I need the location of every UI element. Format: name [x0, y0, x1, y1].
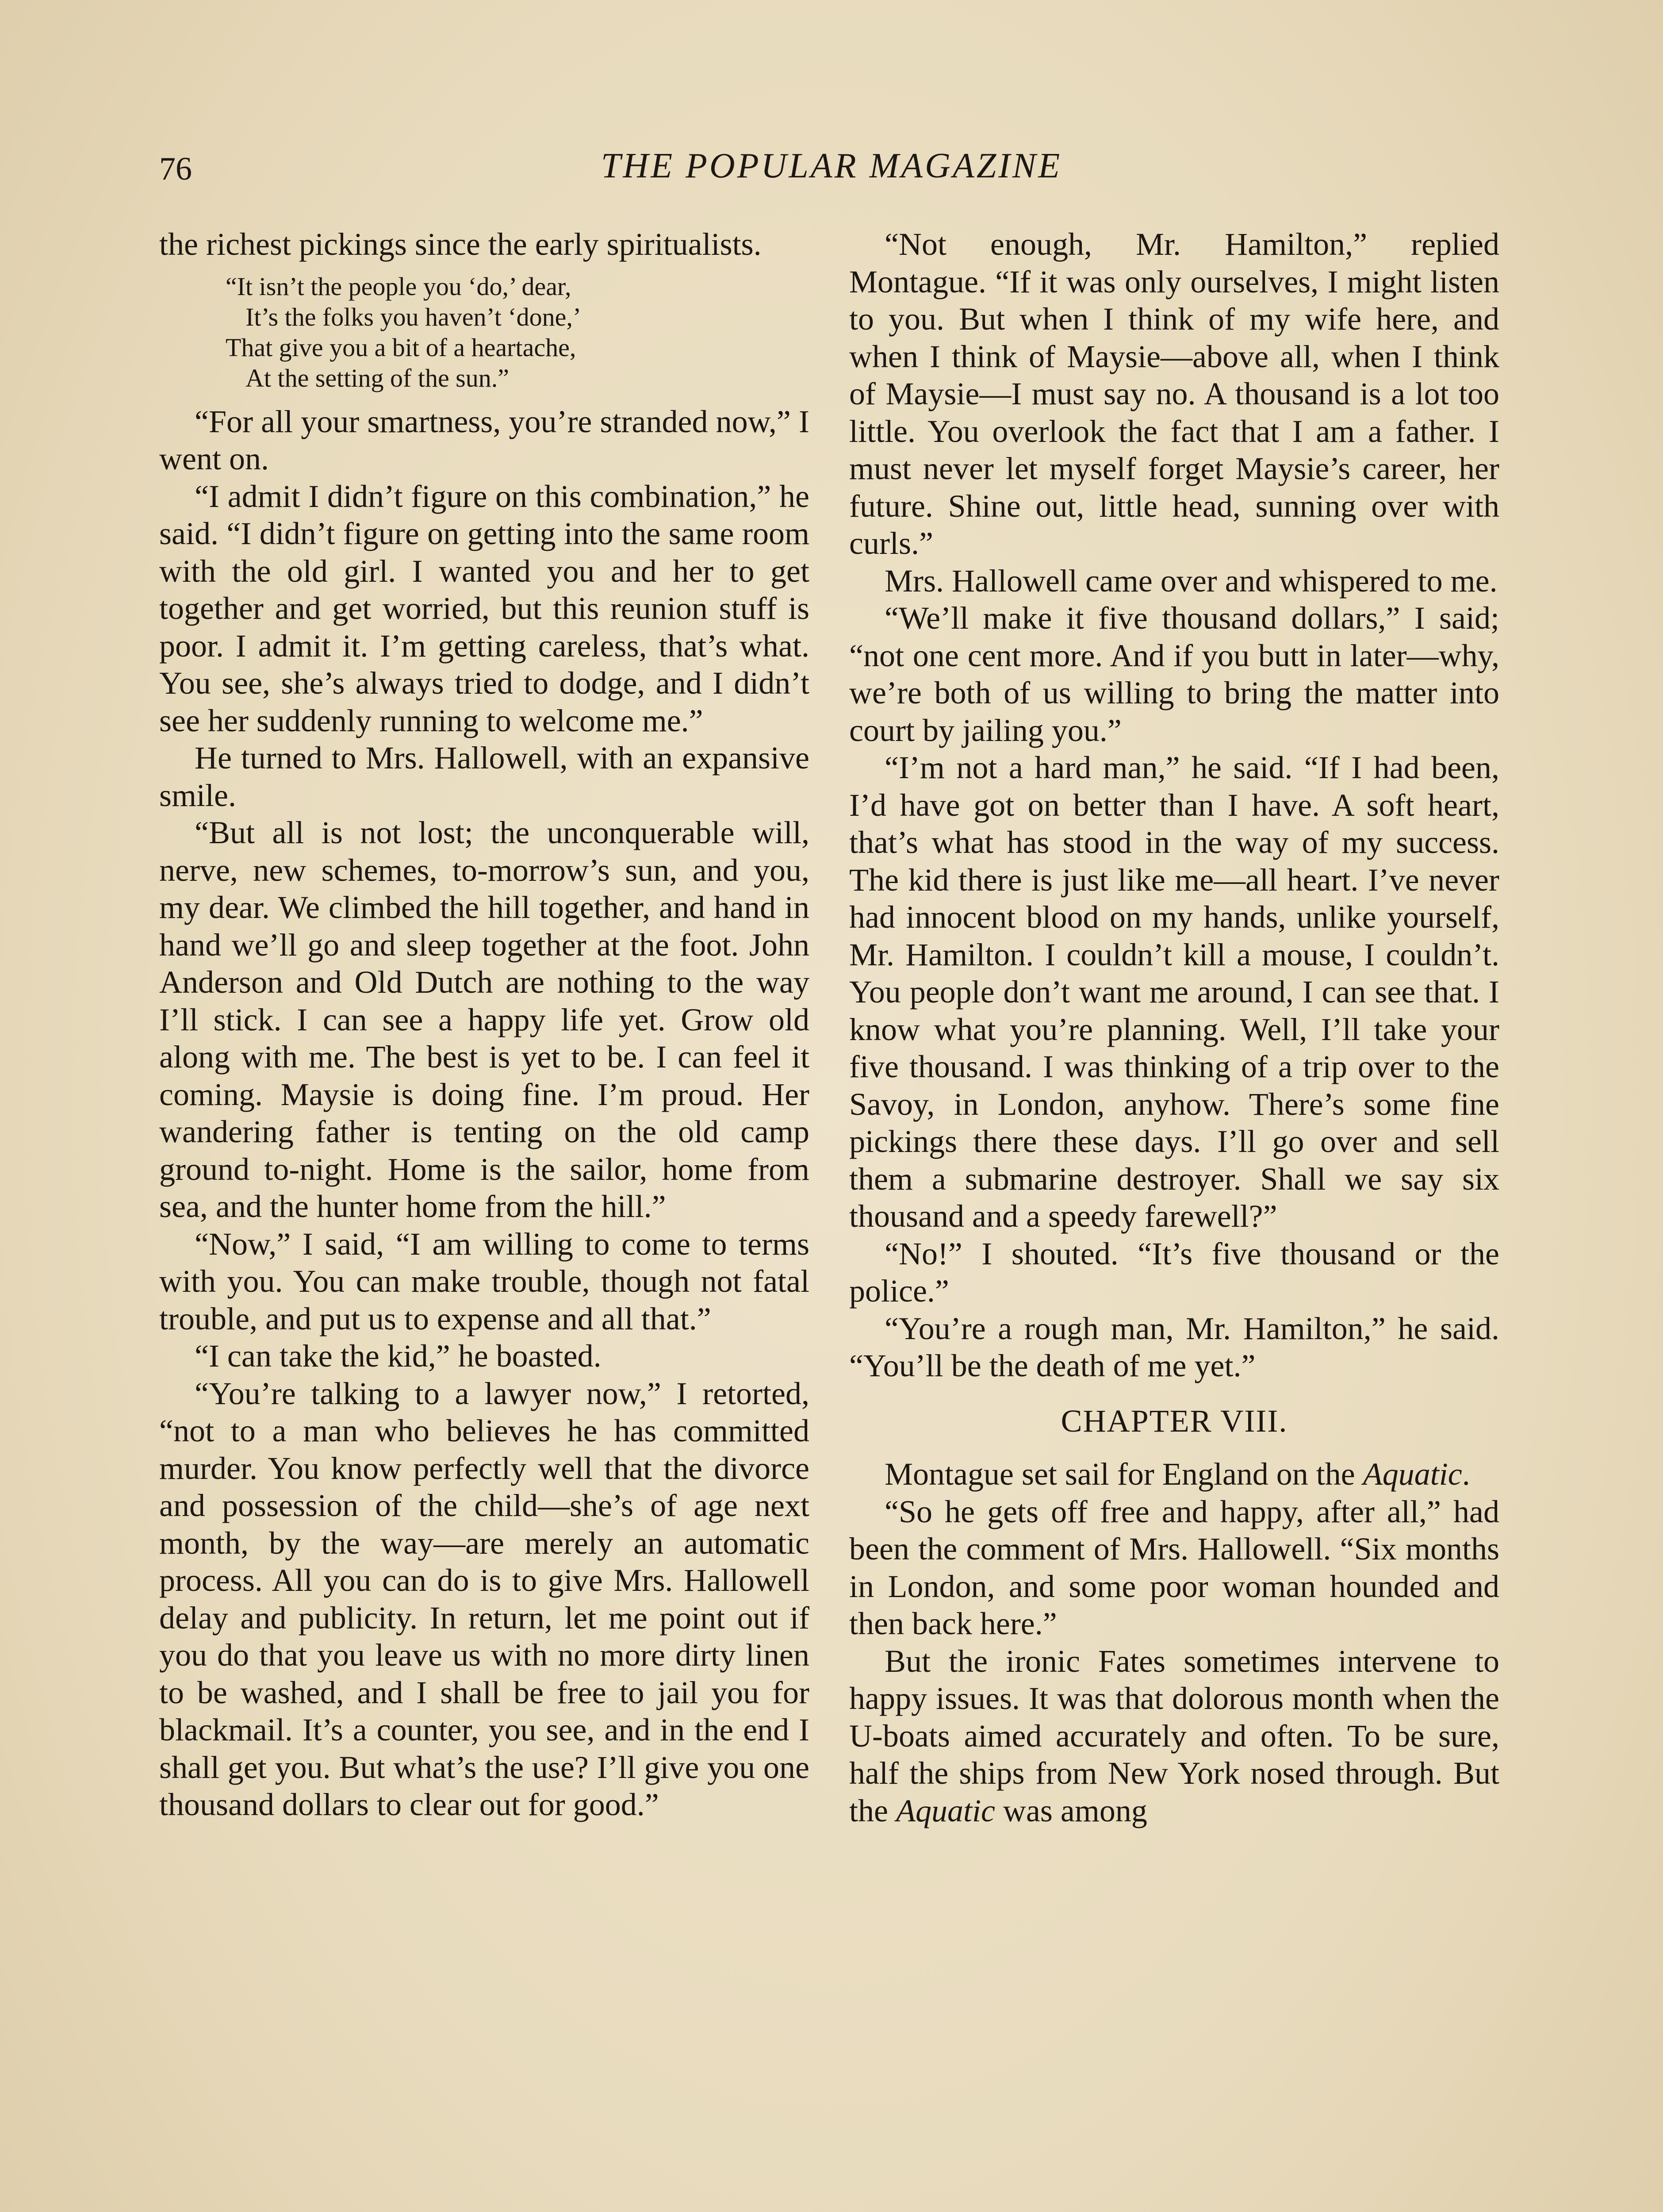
- paragraph: “No!” I shouted. “It’s five thousand or the police.”: [849, 1236, 1499, 1309]
- text-run: was among: [1003, 1793, 1147, 1828]
- paragraph: “I admit I didn’t figure on this combination,” he said. “I didn’t figure on getting into the same room with the old girl. I wanted you and her to get together and get worried, but this reunion stuff is poor. I admit it. I’m getting careless, that’s what. You see, she’s always tried to dodge, and I didn’t see her suddenly running to welcome me.”: [159, 478, 809, 738]
- paragraph: He turned to Mrs. Hallowell, with an expansive smile.: [159, 740, 809, 813]
- chapter-heading: CHAPTER VIII.: [1061, 1403, 1288, 1439]
- paragraph: the richest pickings since the early spiritualists.: [159, 227, 762, 262]
- paragraph: “Now,” I said, “I am willing to come to terms with you. You can make trouble, though not fatal trouble, and put us to expense and all that.”: [159, 1226, 809, 1336]
- left-column: [159, 226, 809, 1824]
- ship-name: Aquatic: [1363, 1456, 1462, 1492]
- running-title: THE POPULAR MAGAZINE: [601, 146, 1062, 185]
- text-run: Montague set sail for England on the: [885, 1456, 1355, 1492]
- page-number: 76: [159, 151, 192, 187]
- paragraph: “Not enough, Mr. Hamilton,” replied Montague. “If it was only ourselves, I might listen to you. But when I think of my wife here, and when I think of Maysie—above all, when I think of Maysie—I must say no. A thousand is a lot too little. You overlook the fact that I am a father. I must never let myself forget Maysie’s career, her future. Shine out, little head, sunning over with curls.”: [849, 227, 1499, 561]
- verse-quote: [226, 271, 809, 393]
- page-header: [159, 146, 1504, 204]
- verse-line: It’s the folks you haven’t ‘done,’: [245, 302, 582, 331]
- paragraph: [849, 1455, 1499, 1493]
- paragraph: “I’m not a hard man,” he said. “If I had been, I’d have got on better than I have. A soft heart, that’s what has stood in the way of my success. The kid there is just like me—all heart. I’ve never had innocent blood on my hands, unlike yourself, Mr. Hamilton. I couldn’t kill a mouse, I couldn’t. You people don’t want me around, I can see that. I know what you’re planning. Well, I’ll take your five thousand. I was thinking of a trip over to the Savoy, in London, anyhow. There’s some fine pickings there these days. I’ll go over and sell them a submarine destroyer. Shall we say six thousand and a speedy farewell?”: [849, 750, 1499, 1234]
- verse-line: “It isn’t the people you ‘do,’ dear,: [226, 272, 571, 301]
- verse-line: At the setting of the sun.”: [245, 363, 510, 392]
- text-run: But the ironic Fates sometimes intervene to happy issues. It was that dolorous month when the U-boats aimed accurately and often. To be sure, half the ships from New York nosed through. But the: [849, 1643, 1499, 1828]
- paragraph: “I can take the kid,” he boasted.: [195, 1338, 602, 1374]
- verse-line: That give you a bit of a heartache,: [226, 333, 576, 362]
- right-column: [849, 226, 1499, 1829]
- ship-name: Aquatic: [896, 1793, 995, 1828]
- paragraph: [849, 1643, 1499, 1830]
- paragraph: “We’ll make it five thousand dollars,” I said; “not one cent more. And if you butt in later—why, we’re both of us willing to bring the matter into court by jailing you.”: [849, 600, 1499, 748]
- text-run: .: [1462, 1456, 1470, 1492]
- paragraph: “So he gets off free and happy, after all,” had been the comment of Mrs. Hallowell. “Six months in London, and some poor woman hounded and then back here.”: [849, 1494, 1499, 1641]
- paragraph: Mrs. Hallowell came over and whispered to me.: [885, 563, 1498, 599]
- paragraph: “You’re a rough man, Mr. Hamilton,” he said. “You’ll be the death of me yet.”: [849, 1310, 1499, 1383]
- paragraph: “For all your smartness, you’re stranded now,” I went on.: [159, 403, 809, 476]
- paragraph: “You’re talking to a lawyer now,” I retorted, “not to a man who believes he has committed murder. You know perfectly well that the divorce and possession of the child—she’s of age next month, by the way—are merely an automatic process. All you can do is to give Mrs. Hallowell delay and publicity. In return, let me point out if you do that you leave us with no more dirty linen to be washed, and I shall be free to jail you for blackmail. It’s a counter, you see, and in the end I shall get you. But what’s the use? I’ll give you one thousand dollars to clear out for good.”: [159, 1375, 809, 1822]
- paragraph: “But all is not lost; the unconquerable will, nerve, new schemes, to-morrow’s sun, and you, my dear. We climbed the hill together, and hand in hand we’ll go and sleep together at the foot. John Anderson and Old Dutch are nothing to the way I’ll stick. I can see a happy life yet. Grow old along with me. The best is yet to be. I can feel it coming. Maysie is doing fine. I’m proud. Her wandering father is tenting on the old camp ground to-night. Home is the sailor, home from sea, and the hunter home from the hill.”: [159, 815, 809, 1224]
